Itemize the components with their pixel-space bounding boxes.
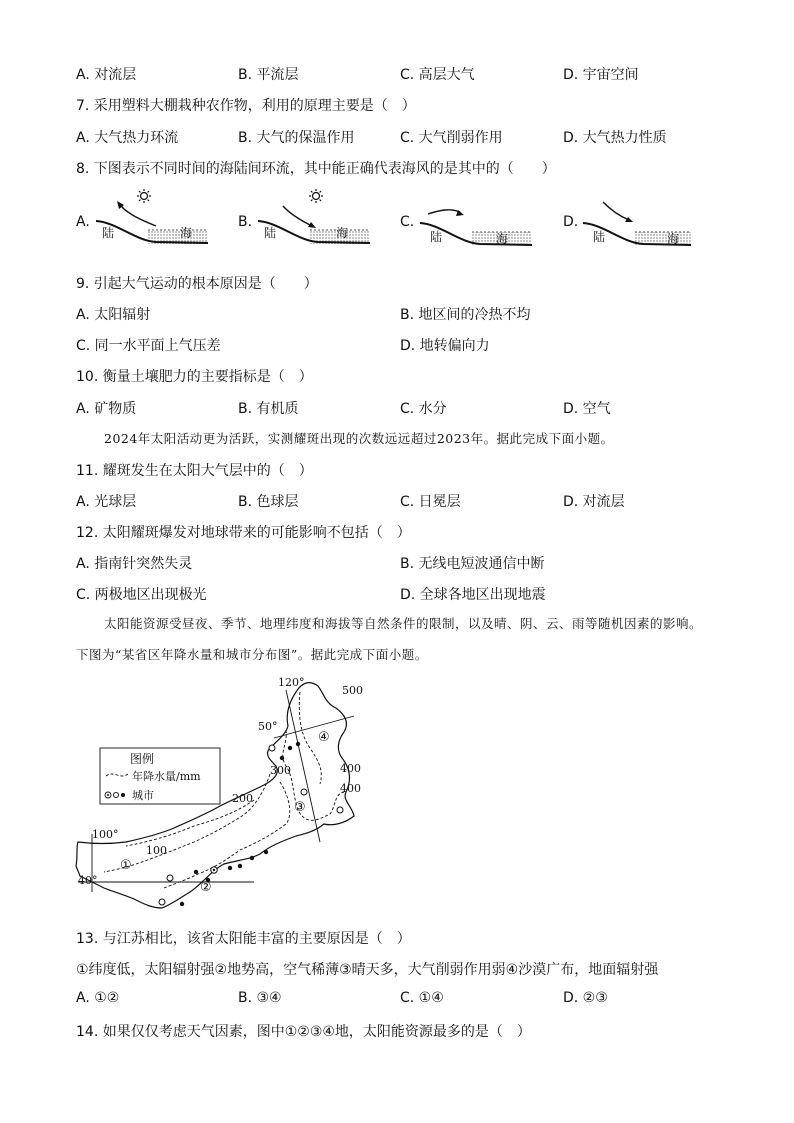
- q9-stem: 9. 引起大气运动的根本原因是（ ）: [76, 276, 318, 292]
- q10-option-c: C. 水分: [400, 401, 447, 417]
- region-3: ③: [294, 800, 306, 815]
- q13-option-c: C. ①④: [400, 990, 444, 1006]
- q8-diagram-label: C.: [400, 214, 415, 230]
- q8-diagram-a: [76, 186, 226, 256]
- region-4: ④: [318, 730, 330, 745]
- sea-label: 海: [496, 232, 509, 246]
- isohyet-400-b: 400: [340, 782, 361, 795]
- land-label: 陆: [102, 226, 115, 240]
- sea-land-breeze-figure: [400, 186, 550, 256]
- q6-option-c: C. 高层大气: [400, 67, 475, 83]
- moon-icon: [464, 192, 470, 204]
- sea-land-breeze-figure: [76, 186, 226, 256]
- q8-diagram-label: B.: [238, 214, 253, 230]
- q12-option-d: D. 全球各地区出现地震: [400, 587, 546, 603]
- isohyet-400-a: 400: [340, 762, 361, 775]
- q9-option-d: D. 地转偏向力: [400, 338, 490, 354]
- q11-option-b: B. 色球层: [238, 494, 299, 510]
- q11-option-d: D. 对流层: [563, 494, 625, 510]
- lat-label-50: 50°: [258, 720, 278, 733]
- sea-label: 海: [336, 226, 349, 240]
- q9-option-a: A. 太阳辐射: [76, 307, 151, 323]
- q11-stem: 11. 耀斑发生在太阳大气层中的（ ）: [76, 463, 313, 479]
- lon-label-100: 100°: [92, 828, 119, 841]
- q11-option-c: C. 日冕层: [400, 494, 461, 510]
- sun-icon: [309, 189, 323, 203]
- region-1: ①: [120, 858, 132, 873]
- q10-option-b: B. 有机质: [238, 401, 299, 417]
- region-2: ②: [200, 880, 212, 895]
- q11-option-a: A. 光球层: [76, 494, 137, 510]
- q6-option-b: B. 平流层: [238, 67, 299, 83]
- q9-option-b: B. 地区间的冷热不均: [400, 307, 531, 323]
- lat-label-40: 40°: [78, 874, 98, 887]
- land-label: 陆: [264, 226, 277, 240]
- q8-diagram-b: [238, 186, 388, 256]
- passage-solar-flare: 2024年太阳活动更为活跃，实测耀斑出现的次数远远超过2023年。据此完成下面小题。: [104, 431, 614, 446]
- q12-stem: 12. 太阳耀斑爆发对地球带来的可能影响不包括（ ）: [76, 525, 411, 541]
- q8-diagram-d: [563, 186, 713, 256]
- q13-stem: 13. 与江苏相比，该省太阳能丰富的主要原因是（ ）: [76, 931, 411, 947]
- q10-option-d: D. 空气: [563, 401, 611, 417]
- sea-label: 海: [667, 232, 680, 246]
- q14-stem: 14. 如果仅仅考虑天气因素，图中①②③④地，太阳能资源最多的是（ ）: [76, 1024, 531, 1040]
- legend-rainfall: 年降水量/mm: [132, 770, 201, 783]
- q13-option-a: A. ①②: [76, 990, 120, 1006]
- q12-option-c: C. 两极地区出现极光: [76, 587, 207, 603]
- q13-option-b: B. ③④: [238, 990, 282, 1006]
- province-rainfall-city-map: [74, 674, 374, 920]
- sun-icon: [137, 189, 151, 203]
- q8-diagram-label: D.: [563, 214, 579, 230]
- map-figure: [74, 674, 374, 920]
- q7-option-a: A. 大气热力环流: [76, 130, 179, 146]
- q7-stem: 7. 采用塑料大棚栽种农作物，利用的原理主要是（ ）: [76, 98, 416, 114]
- q12-option-a: A. 指南针突然失灵: [76, 556, 193, 572]
- isohyet-200: 200: [232, 792, 253, 805]
- passage-solar-energy: 太阳能资源受昼夜、季节、地理纬度和海拔等自然条件的限制，以及晴、阴、云、雨等随机因素的影响。下图为“某省区年降水量和城市分布图”。据此完成下面小题。: [76, 616, 703, 662]
- land-label: 陆: [593, 230, 606, 244]
- q13-option-d: D. ②③: [563, 990, 608, 1006]
- q7-option-c: C. 大气削弱作用: [400, 130, 503, 146]
- legend-city: 城市: [132, 789, 154, 802]
- sea-land-breeze-figure: [238, 186, 388, 256]
- lon-label-120: 120°: [278, 676, 305, 689]
- q8-stem: 8. 下图表示不同时间的海陆间环流，其中能正确代表海风的是其中的（ ）: [76, 161, 556, 177]
- q6-option-a: A. 对流层: [76, 67, 137, 83]
- isohyet-300: 300: [270, 764, 291, 777]
- q8-diagram-label: A.: [76, 214, 90, 230]
- legend-title: 图例: [130, 752, 155, 766]
- q10-stem: 10. 衡量土壤肥力的主要指标是（ ）: [76, 369, 313, 385]
- q9-option-c: C. 同一水平面上气压差: [76, 338, 221, 354]
- moon-icon: [635, 192, 641, 204]
- q8-diagram-c: [400, 186, 550, 256]
- q7-option-d: D. 大气热力性质: [563, 130, 667, 146]
- sea-land-breeze-figure: [563, 186, 713, 256]
- q7-option-b: B. 大气的保温作用: [238, 130, 355, 146]
- sea-label: 海: [180, 226, 193, 240]
- isohyet-100: 100: [146, 844, 167, 857]
- q10-option-a: A. 矿物质: [76, 401, 137, 417]
- q12-option-b: B. 无线电短波通信中断: [400, 556, 545, 572]
- land-label: 陆: [430, 230, 443, 244]
- q6-option-d: D. 宇宙空间: [563, 67, 639, 83]
- q13-reasons: ①纬度低，太阳辐射强②地势高，空气稀薄③晴天多，大气削弱作用弱④沙漠广布，地面辐射强: [76, 962, 659, 978]
- isohyet-500: 500: [342, 684, 363, 697]
